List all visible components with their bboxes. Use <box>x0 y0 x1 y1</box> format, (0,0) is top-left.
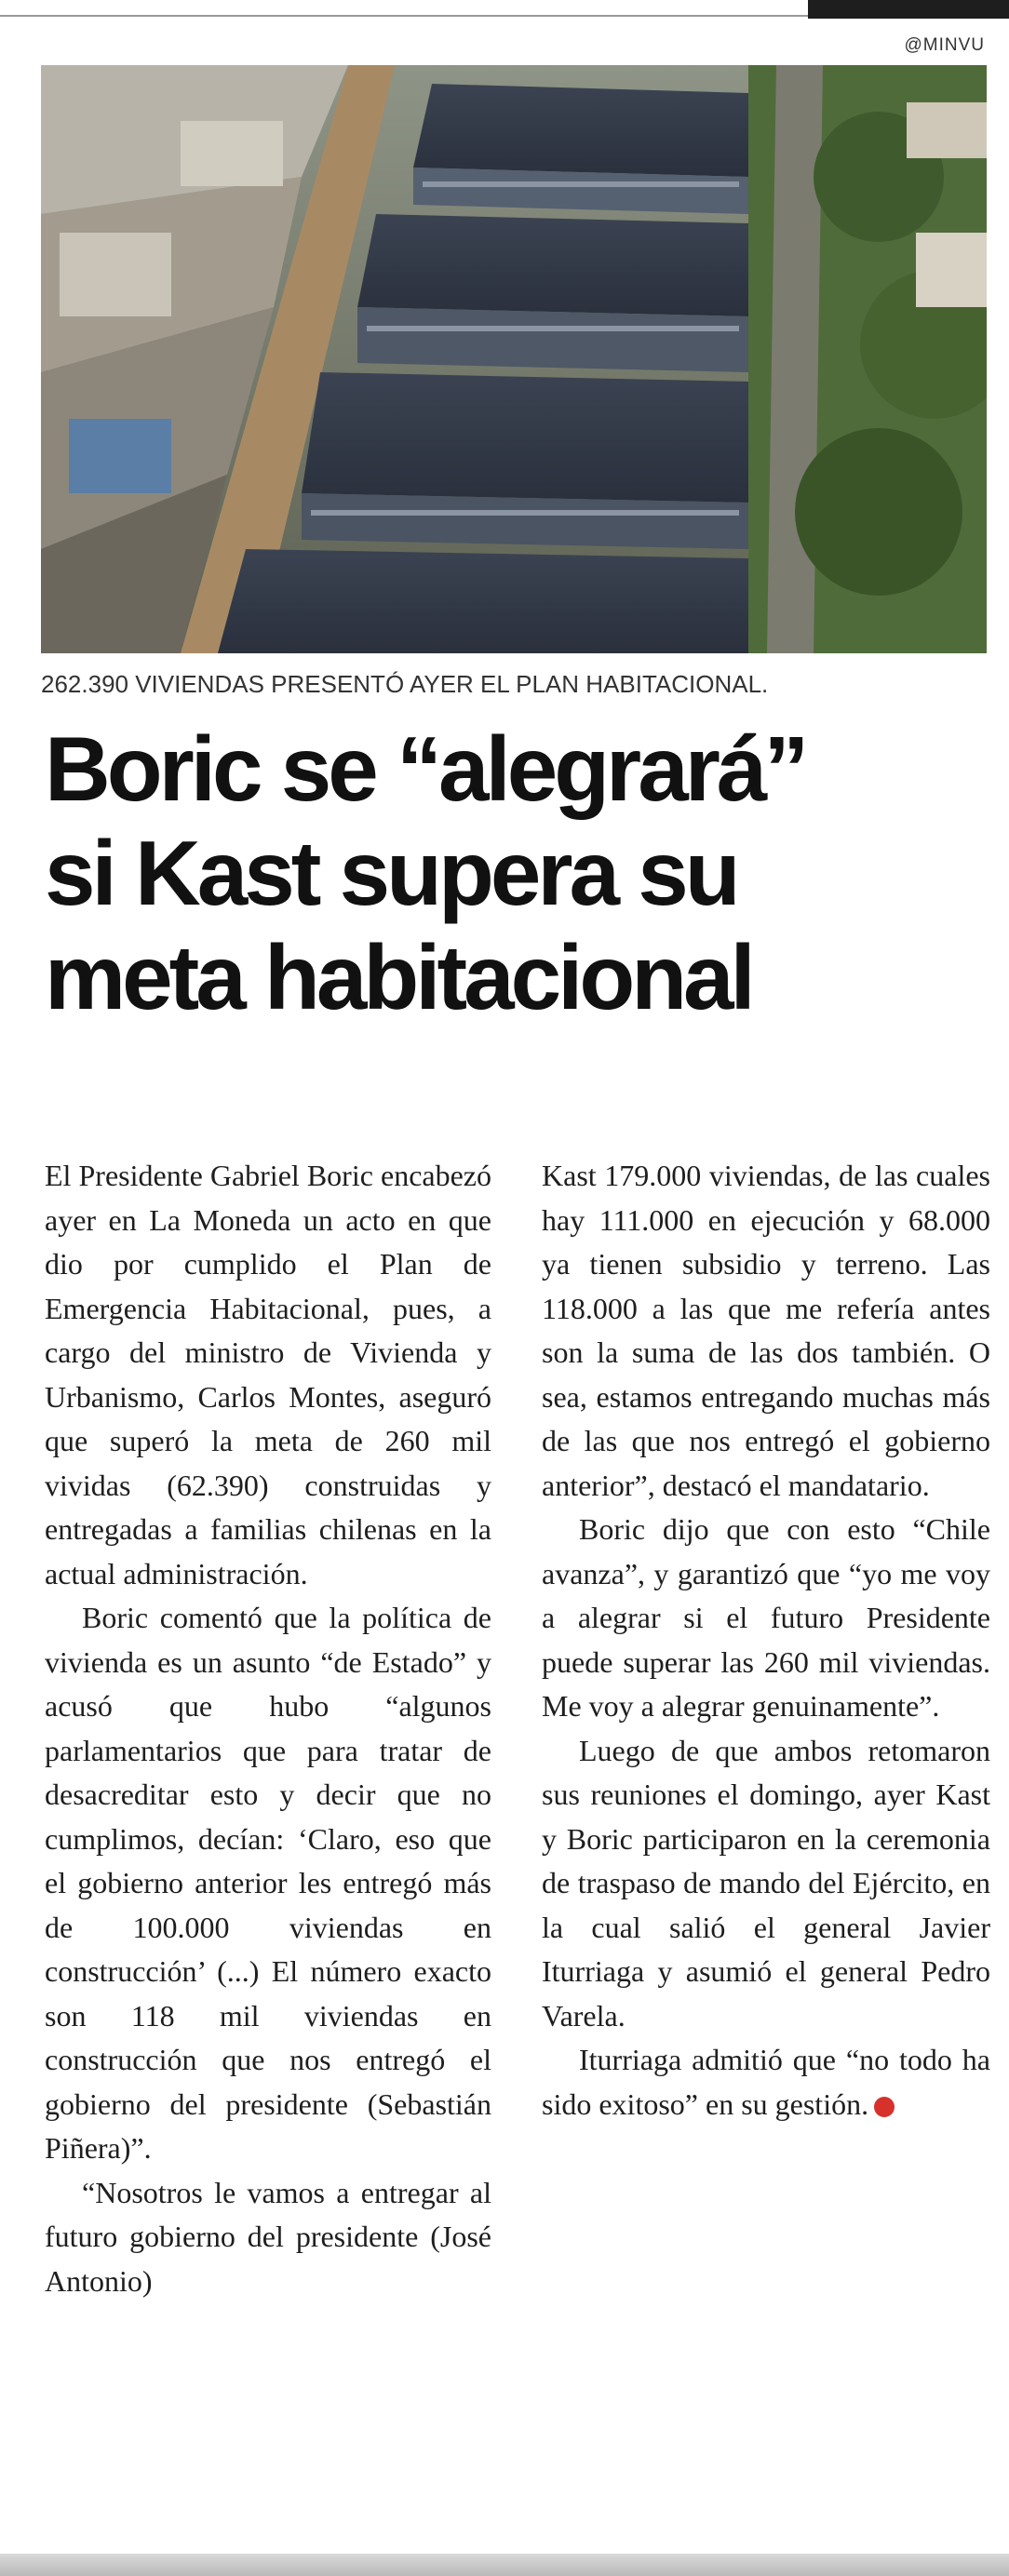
headline-line-3: meta habitacional <box>45 926 752 1028</box>
bottom-rule <box>0 2554 1009 2576</box>
paragraph-3: “Nosotros le vamos a entregar al futuro gobierno del presidente (José Antonio) <box>45 2175 491 2298</box>
article-column-left <box>45 1154 491 2303</box>
paragraph-5: Luego de que ambos retomaron sus reuniones el domingo, ayer Kast y Boric participaron en la ceremonia de traspaso de mando del Ejército, en la cual salió el general Javier Iturriaga y asumió el general Pedro Varela. <box>542 1733 990 2033</box>
end-of-article-icon: ✪ <box>874 2097 895 2117</box>
aerial-housing-photo <box>41 65 987 653</box>
top-bar-block <box>808 0 1009 19</box>
headline-line-1: Boric se “alegrará” <box>45 718 806 820</box>
paragraph-6-wrapper <box>542 2038 990 2127</box>
photo-credit: @MINVU <box>904 35 985 55</box>
paragraph-3-continued: Kast 179.000 viviendas, de las cuales hay 111.000 en ejecución y 68.000 ya tienen subsidio y terreno. Las 118.000 a las que me refería antes son la suma de las dos también. O sea, estamos entregando muchas más de las que nos entregó el gobierno anterior”, destacó el mandatario. <box>542 1159 990 1502</box>
paragraph-2: Boric comentó que la política de vivienda es un asunto “de Estado” y acusó que hubo “algunos parlamentarios que para tratar de desacreditar esto y decir que no cumplimos, decían: ‘Claro, eso que el gobierno anterior les entregó más de 100.000 viviendas en construcción’ (...) El número exacto son 118 mil viviendas en construcción que nos entregó el gobierno del presidente (Sebastián Piñera)”. <box>45 1601 491 2165</box>
photo-caption: 262.390 VIVIENDAS PRESENTÓ AYER EL PLAN HABITACIONAL. <box>41 670 769 698</box>
headline-line-2: si Kast supera su <box>45 822 737 924</box>
article-column-right <box>542 1154 990 2127</box>
paragraph-6: Iturriaga admitió que “no todo ha sido exitoso” en su gestión. <box>542 2043 990 2121</box>
paragraph-1: El Presidente Gabriel Boric encabezó ayer en La Moneda un acto en que dio por cumplido el Plan de Emergencia Habitacional, pues, a cargo del ministro de Vivienda y Urbanismo, Carlos Montes, aseguró que superó la meta de 260 mil vividas (62.390) construidas y entregadas a familias chilenas en la actual administración. <box>45 1159 491 1590</box>
aerial-photo-illustration <box>41 65 987 653</box>
headline <box>45 717 994 1029</box>
paragraph-4: Boric dijo que con esto “Chile avanza”, y garantizó que “yo me voy a alegrar si el futuro Presidente puede superar las 260 mil viviendas. Me voy a alegrar genuinamente”. <box>542 1512 990 1723</box>
